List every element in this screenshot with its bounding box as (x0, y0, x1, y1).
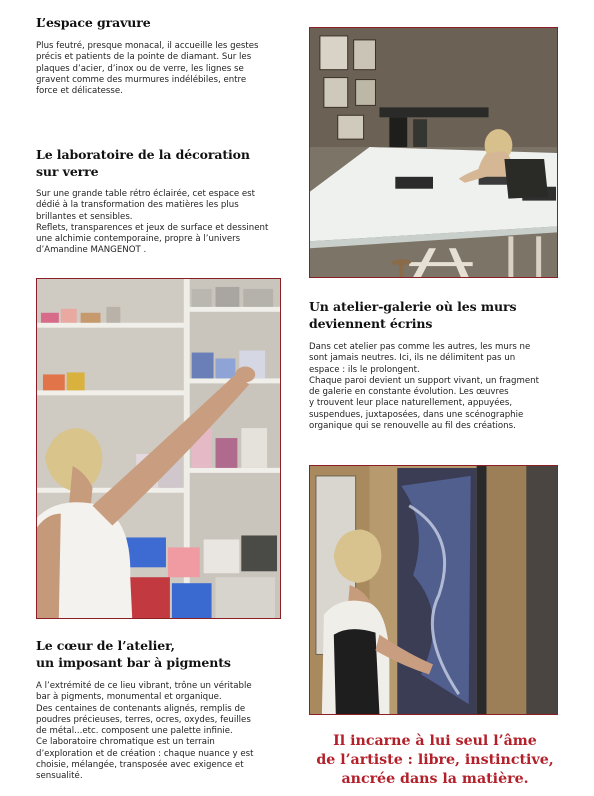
text-line: Chaque paroi devient un support vivant, un fragment (309, 375, 539, 386)
text-line: dédié à la transformation des matières les plus (36, 200, 239, 211)
pigment-bar-illustration (37, 279, 280, 618)
heading-gallery (309, 298, 516, 332)
text-line: d’Amandine MANGENOT . (36, 245, 147, 256)
heading-engraving: L’espace gravure (36, 15, 151, 30)
photo-artist-wall (309, 465, 558, 715)
heading-line: deviennent écrins (309, 316, 433, 331)
quote-line: ancrée dans la matière. (341, 771, 529, 787)
text-engraving (36, 41, 286, 97)
light-table-illustration (310, 28, 557, 277)
text-line: Plus feutré, presque monacal, il accueille les gestes (36, 41, 259, 51)
heading-line: Le cœur de l’atelier, (36, 638, 175, 653)
text-line: choisie, mélangée, transposée avec exigence et (36, 760, 244, 771)
heading-glass-lab (36, 146, 250, 180)
text-line: poudres précieuses, terres, ocres, oxydes, feuilles (36, 714, 251, 725)
heading-line: Un atelier-galerie où les murs (309, 299, 517, 314)
text-line: brillantes et sensibles. (36, 211, 133, 222)
text-line: sensualité. (36, 771, 83, 782)
text-line: précis et patients de la pointe de diamant. Sur les (36, 52, 252, 63)
text-line: de métal...etc. composent une palette infinie. (36, 726, 233, 737)
text-gallery (309, 342, 559, 432)
text-line: d’exploration et de création : chaque nuance y est (36, 748, 254, 759)
text-line: Des centaines de contenants alignés, remplis de (36, 703, 246, 714)
text-line: bar à pigments, monumental et organique. (36, 692, 222, 703)
text-line: force et délicatesse. (36, 86, 123, 97)
quote-line: Il incarne à lui seul l’âme (333, 733, 537, 749)
text-line: espace : ils le prolongent. (309, 364, 420, 375)
text-line: suspendues, juxtaposées, dans une scénographie (309, 409, 524, 420)
text-line: A l’extrémité de ce lieu vibrant, trône un véritable (36, 681, 252, 691)
text-line: Ce laboratoire chromatique est un terrain (36, 737, 215, 748)
heading-line: un imposant bar à pigments (36, 655, 231, 670)
text-line: y trouvent leur place naturellement, appuyées, (309, 398, 513, 409)
text-line: organique qui se renouvelle au fil des créations. (309, 421, 516, 432)
heading-line: sur verre (36, 164, 99, 179)
text-line: Dans cet atelier pas comme les autres, les murs ne (309, 342, 531, 352)
text-glass-lab (36, 189, 286, 257)
photo-pigment-bar (36, 278, 281, 619)
text-line: gravent comme des murmures indélébiles, entre (36, 74, 247, 85)
heading-line: Le laboratoire de la décoration (36, 147, 250, 162)
heading-pigments (36, 637, 231, 671)
pull-quote (304, 732, 566, 789)
artist-wall-illustration (310, 466, 557, 714)
photo-light-table (309, 27, 558, 278)
text-line: plaques d’acier, d’inox ou de verre, les lignes se (36, 63, 244, 74)
text-line: sont jamais neutres. Ici, ils ne délimitent pas un (309, 353, 516, 364)
text-pigments (36, 681, 286, 783)
text-line: Sur une grande table rétro éclairée, cet espace est (36, 189, 255, 199)
quote-line: de l’artiste : libre, instinctive, (316, 752, 554, 768)
text-line: une alchimie contemporaine, propre à l’univers (36, 234, 241, 245)
text-line: de galerie en constante évolution. Les œuvres (309, 387, 509, 398)
text-line: Reflets, transparences et jeux de surface et dessinent (36, 222, 269, 233)
